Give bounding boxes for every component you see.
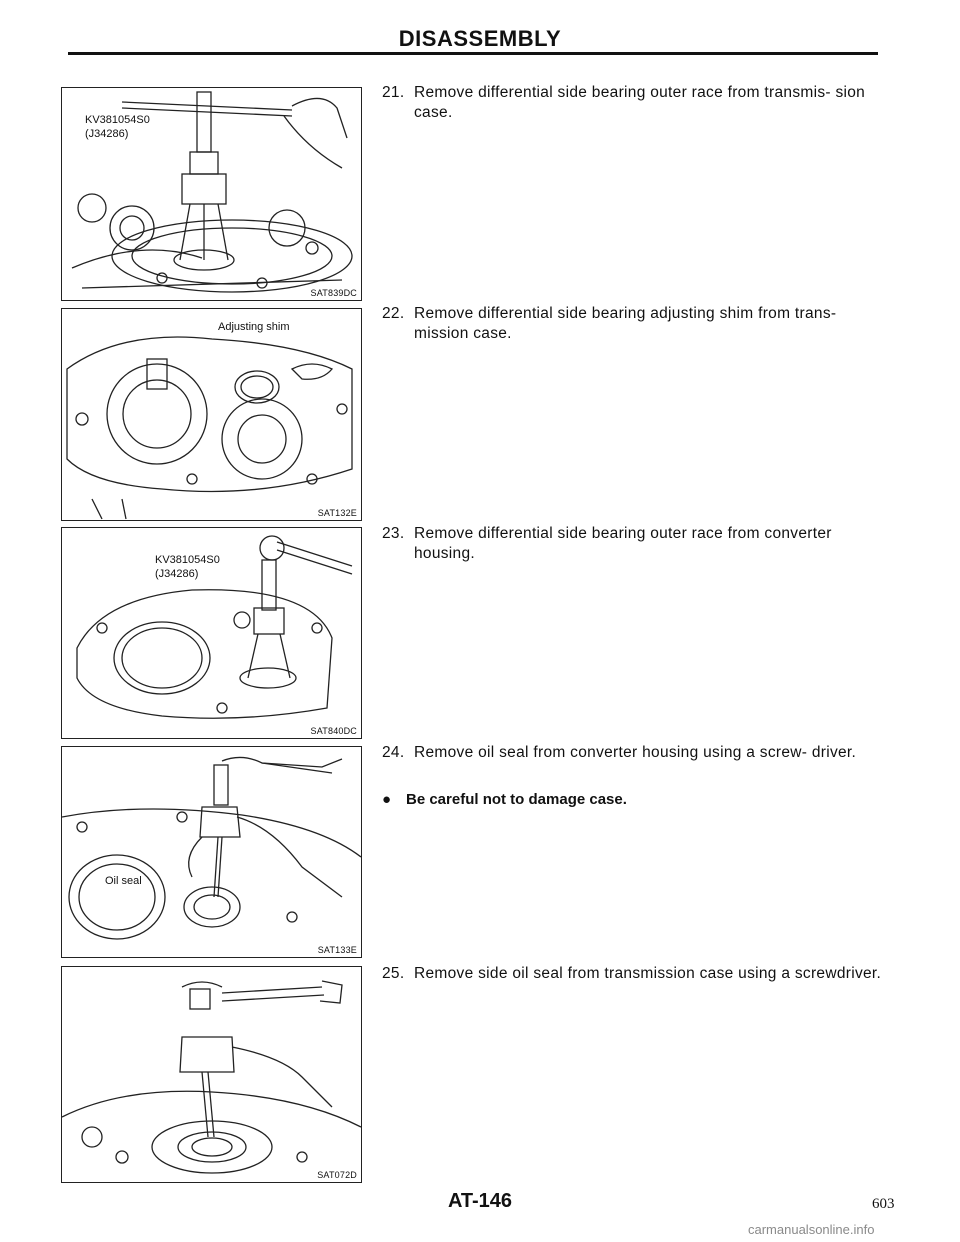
- figure-code: SAT840DC: [310, 726, 357, 736]
- oil-seal-label: Oil seal: [105, 875, 142, 887]
- adjusting-shim-label: Adjusting shim: [218, 321, 290, 333]
- figure-illustration: [61, 527, 362, 739]
- step-text: Remove side oil seal from transmission case using a screwdriver.: [414, 965, 882, 982]
- step-number: 23.: [382, 525, 405, 542]
- figure-code: SAT132E: [317, 508, 357, 518]
- figure-illustration: [61, 87, 362, 301]
- step-22: [382, 304, 882, 344]
- tool-number-label: KV381054S0: [155, 554, 220, 566]
- step-text: Remove differential side bearing outer race from converter housing.: [414, 525, 832, 562]
- step-text: Remove differential side bearing adjusting shim from trans- mission case.: [414, 305, 837, 342]
- screwdriver-side-oil-seal-drawing: [62, 967, 361, 1182]
- step-number: 24.: [382, 744, 405, 761]
- title-rule: [68, 52, 878, 55]
- step-number: 25.: [382, 965, 405, 982]
- section-page-label: AT-146: [447, 1190, 513, 1212]
- bullet-icon: ●: [382, 791, 392, 808]
- page-title: DISASSEMBLY: [398, 26, 562, 51]
- screwdriver-oil-seal-drawing: [62, 747, 361, 957]
- tool-number-label: (J34286): [85, 128, 129, 140]
- adjusting-shim-drawing: [62, 309, 361, 520]
- watermark: carmanualsonline.info: [748, 1222, 875, 1237]
- caution-text: Be careful not to damage case.: [406, 791, 627, 808]
- step-text: Remove oil seal from converter housing using a screw- driver.: [414, 744, 857, 761]
- step-number: 21.: [382, 84, 405, 101]
- tool-number-label: KV381054S0: [85, 114, 150, 126]
- step-23: [382, 524, 882, 564]
- tool-number-label: (J34286): [155, 568, 199, 580]
- step-24: [382, 743, 882, 763]
- figure-illustration: [61, 966, 362, 1183]
- figure-code: SAT072D: [317, 1170, 357, 1180]
- caution-note: [382, 790, 882, 810]
- step-21: [382, 83, 882, 123]
- step-25: [382, 964, 882, 984]
- figure-illustration: [61, 308, 362, 521]
- step-text: Remove differential side bearing outer race from transmis- sion case.: [414, 84, 866, 121]
- page-number: 603: [872, 1196, 895, 1212]
- figure-illustration: [61, 746, 362, 958]
- step-number: 22.: [382, 305, 405, 322]
- figure-code: SAT839DC: [310, 288, 357, 298]
- figure-code: SAT133E: [317, 945, 357, 955]
